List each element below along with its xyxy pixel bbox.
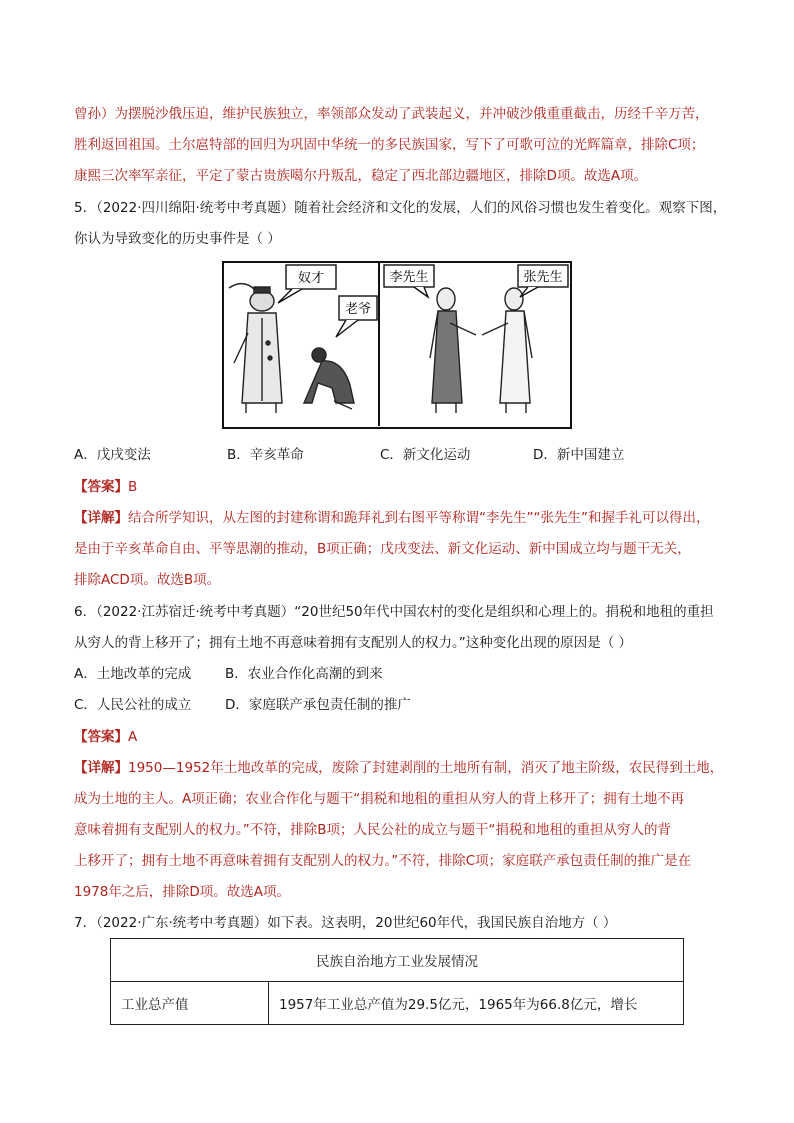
- q5-detail-line-3: 排除ACD项。故选B项。: [74, 572, 221, 588]
- detail-tag: 【详解】: [74, 760, 128, 776]
- answer-tag: 【答案】: [74, 729, 128, 745]
- q5-stem-line-2: 你认为导致变化的历史事件是（ ）: [74, 231, 281, 247]
- q6-detail-line-5: 1978年之后，排除D项。故选A项。: [74, 884, 290, 900]
- label-laoye: 老爷: [344, 302, 372, 317]
- q6-detail-line-1: [74, 758, 734, 778]
- kneeling-figure: [304, 348, 354, 409]
- q6-detail-line-2: 成为土地的主人。A项正确；农业合作化与题干“捐税和地租的重担从穷人的背上移开了；拥有土地不再: [74, 791, 685, 807]
- q5-option-a[interactable]: A．戊戌变法: [74, 447, 151, 463]
- q5-stem-line-1: 5．（2022·四川绵阳·统考中考真题）随着社会经济和文化的发展，人们的风俗习惯也发生着变化。观察下图，: [74, 200, 727, 216]
- answer-tag: 【答案】: [74, 479, 128, 495]
- answer-value: A: [128, 729, 138, 745]
- q6-option-b[interactable]: B．农业合作化高潮的到来: [225, 666, 383, 682]
- q5-detail-line-1: [74, 508, 734, 528]
- official-figure: [229, 284, 282, 413]
- q6-option-c[interactable]: C．人民公社的成立: [74, 697, 192, 713]
- q5-option-b[interactable]: B．辛亥革命: [227, 447, 304, 463]
- detail-text: 1950—1952年土地改革的完成，废除了封建剥削的土地所有制，消灭了地主阶级，农民得到土地，: [128, 760, 724, 776]
- table-row-value: 1957年工业总产值为29.5亿元，1965年为66.8亿元，增长: [269, 982, 684, 1025]
- handshake-figures: [430, 288, 532, 413]
- label-zhang: 张先生: [523, 270, 563, 285]
- prev-detail-line-1: 曾孙）为摆脱沙俄压迫，维护民族独立，率领部众发动了武装起义，并冲破沙俄重重截击，历经千辛万苦，: [74, 106, 709, 122]
- q6-detail-line-4: 上移开了；拥有土地不再意味着拥有支配别人的权力。”不符，排除C项；家庭联产承包责任制的推广是在: [74, 853, 692, 869]
- q5-answer: [74, 477, 734, 497]
- answer-value: B: [128, 479, 138, 495]
- table-title: 民族自治地方工业发展情况: [111, 939, 684, 982]
- table-row-label: 工业总产值: [111, 982, 269, 1025]
- q5-cartoon-figure: [222, 261, 572, 429]
- detail-tag: 【详解】: [74, 510, 128, 526]
- label-nucai: 奴才: [297, 271, 325, 286]
- q6-answer: [74, 727, 734, 747]
- prev-detail-line-2: 胜利返回祖国。土尔扈特部的回归为巩固中华统一的多民族国家，写下了可歌可泣的光辉篇章，排除C项；: [74, 137, 705, 153]
- q5-option-c[interactable]: C．新文化运动: [380, 447, 471, 463]
- label-li: 李先生: [389, 270, 429, 285]
- q7-table: [110, 938, 684, 1025]
- q6-stem-line-2: 从穷人的背上移开了；拥有土地不再意味着拥有支配别人的权力。”这种变化出现的原因是（ ）: [74, 635, 633, 651]
- prev-detail-line-3: 康熙三次率军亲征，平定了蒙古贵族噶尔丹叛乱，稳定了西北部边疆地区，排除D项。故选A项。: [74, 168, 648, 184]
- q5-detail-line-2: 是由于辛亥革命自由、平等思潮的推动，B项正确；戊戌变法、新文化运动、新中国成立均与题干无关，: [74, 541, 691, 557]
- q7-stem-line-1: 7．（2022·广东·统考中考真题）如下表。这表明，20世纪60年代，我国民族自治地方（ ）: [74, 915, 617, 931]
- q6-option-d[interactable]: D．家庭联产承包责任制的推广: [225, 697, 411, 713]
- q6-detail-line-3: 意味着拥有支配别人的权力。”不符，排除B项；人民公社的成立与题干“捐税和地租的重担从穷人的背: [74, 822, 671, 838]
- detail-text: 结合所学知识，从左图的封建称谓和跪拜礼到右图平等称谓“李先生”“张先生”和握手礼可以得出，: [128, 510, 710, 526]
- bubble-laoye: [336, 296, 377, 337]
- q5-option-d[interactable]: D．新中国建立: [533, 447, 625, 463]
- bubble-li: [384, 265, 434, 297]
- bubble-zhang: [518, 265, 568, 297]
- cartoon-illustration: [224, 263, 569, 426]
- q6-stem-line-1: 6．（2022·江苏宿迁·统考中考真题）“20世纪50年代中国农村的变化是组织和心理上的。捐税和地租的重担: [74, 604, 714, 620]
- q6-option-a[interactable]: A．土地改革的完成: [74, 666, 192, 682]
- bubble-nucai: [278, 265, 336, 303]
